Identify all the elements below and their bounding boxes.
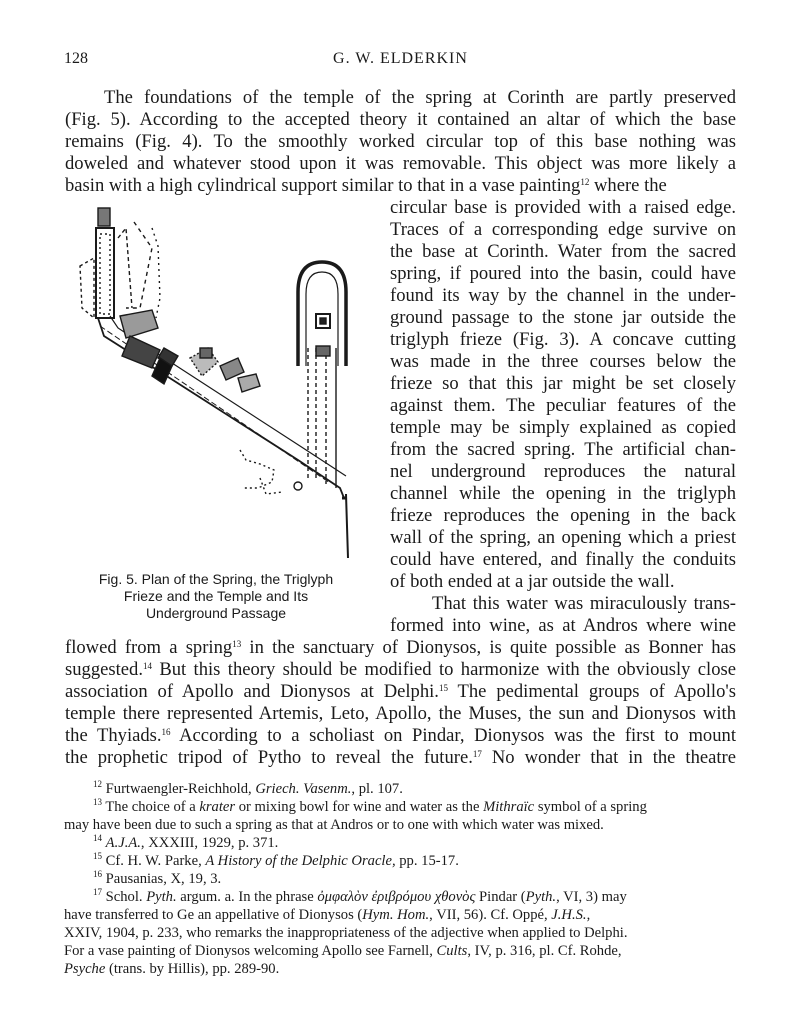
column-line: ground passage to the stone jar outside the (390, 307, 736, 328)
column-line: was made in the three courses below the (390, 351, 736, 372)
footnote-italic: Hym. Hom. (362, 907, 430, 923)
column-line: formed into wine, as at Andros where wine (390, 615, 736, 636)
footnote-text: , (586, 907, 591, 923)
column-line: circular base is provided with a raised edge. (390, 197, 736, 218)
column-line: triglyph frieze (Fig. 3). A concave cutting (390, 329, 736, 350)
footnote-15 (93, 852, 459, 870)
footnote-number: 17 (93, 887, 102, 897)
footnote-greek: ὀμφαλὸν ἐριβρόμου χθονὸς (317, 889, 476, 905)
footnote-italic: Pyth. (146, 889, 177, 905)
body-line (65, 747, 736, 769)
footnote-text: The choice of a (105, 799, 200, 815)
body-line (65, 681, 736, 703)
footnote-ref-13: 13 (232, 639, 242, 649)
footnote-text: (trans. by Hillis), pp. 289-90. (105, 961, 280, 977)
footnote-13-cont: may have been due to such a spring as that at Andros or to one with which water was mixed. (64, 817, 604, 833)
body-text: the Thyiads. (65, 725, 162, 746)
footnote-14 (93, 834, 278, 852)
footnote-italic: Pyth. (525, 889, 557, 905)
column-line: the base at Corinth. Water from the sacred (390, 241, 736, 262)
footnote-number: 16 (93, 869, 102, 879)
column-line: frieze so that this jar might be set closely (390, 373, 736, 394)
footnote-text: For a vase painting of Dionysos welcoming Apollo see Farnell, (64, 943, 437, 959)
footnote-13 (93, 798, 647, 816)
footnote-16 (93, 870, 221, 888)
footnote-italic: A.J.A. (105, 835, 141, 851)
footnote-text: , VI, 3) may (556, 889, 627, 905)
body-text: in the sanctuary of Dionysos, is quite possible as Bonner has (241, 637, 736, 658)
footnote-number: 12 (93, 779, 102, 789)
body-line (65, 659, 736, 681)
caption-line: Underground Passage (145, 605, 287, 621)
footnote-text: or mixing bowl for wine and water as the (235, 799, 484, 815)
footnote-text: Pausanias, X, 19, 3. (105, 871, 222, 887)
column-line: That this water was miraculously trans- (432, 593, 736, 614)
caption-line: Frieze and the Temple and Its (123, 588, 309, 604)
footnote-12 (93, 780, 403, 798)
column-line: channel while the opening in the triglyph (390, 483, 736, 504)
footnote-text: symbol of a spring (534, 799, 647, 815)
column-line: Traces of a corresponding edge survive on (390, 219, 736, 240)
column-line: frieze reproduces the opening in the back (390, 505, 736, 526)
column-line: found its way by the channel in the under- (390, 285, 736, 306)
body-text: association of Apollo and Dionysos at Delphi. (65, 681, 439, 702)
body-line (65, 175, 736, 197)
footnote-ref-15: 15 (438, 683, 448, 693)
footnote-italic: Cults (436, 943, 468, 959)
footnote-text: , VII, 56). Cf. Oppé, (429, 907, 552, 923)
body-text: According to a scholiast on Pindar, Dionysos was the first to mount (170, 725, 736, 746)
column-line: spring, if poured into the basin, could have (390, 263, 736, 284)
body-text: flowed from a spring (65, 637, 233, 658)
body-text: But this theory should be modified to harmonize with the obviously close (151, 659, 736, 680)
body-text: where the (589, 175, 667, 196)
plan-figure (60, 198, 360, 568)
footnote-number: 15 (93, 851, 102, 861)
footnote-italic: Griech. Vasenm. (255, 781, 352, 797)
footnote-text: , XXXIII, 1929, p. 371. (140, 835, 279, 851)
caption-line: Fig. 5. Plan of the Spring, the Triglyph (98, 571, 334, 587)
column-line: against them. The peculiar features of the (390, 395, 736, 416)
footnote-17-cont (64, 942, 622, 960)
body-line: remains (Fig. 4). To the smoothly worked circular top of this base nothing was (65, 131, 736, 152)
column-line: of both ended at a jar outside the wall. (390, 571, 675, 592)
column-line: from the sacred spring. The artificial chan- (390, 439, 736, 460)
footnote-text: argum. a. In the phrase (176, 889, 318, 905)
body-line: temple there represented Artemis, Leto, Apollo, the Muses, the sun and Dionysos with (65, 703, 736, 724)
footnote-text: have transferred to Ge an appellative of Dionysos ( (64, 907, 363, 923)
footnote-italic: J.H.S. (551, 907, 587, 923)
footnote-number: 14 (93, 833, 102, 843)
body-text: the prophetic tripod of Pytho to reveal the future. (65, 747, 473, 768)
body-line: The foundations of the temple of the spring at Corinth are partly preserved (104, 87, 736, 108)
footnote-text: Schol. (105, 889, 147, 905)
footnote-text: Cf. H. W. Parke, (105, 853, 206, 869)
footnote-italic: krater (199, 799, 236, 815)
column-line: could have entered, and finally the conduits (390, 549, 736, 570)
footnote-text: Pindar ( (475, 889, 526, 905)
footnote-italic: Mithraïc (483, 799, 535, 815)
footnote-ref-14: 14 (142, 661, 152, 671)
body-line (65, 637, 736, 659)
footnote-text: , IV, p. 316, pl. Cf. Rohde, (467, 943, 622, 959)
footnote-ref-16: 16 (161, 727, 171, 737)
footnote-17-cont: XXIV, 1904, p. 233, who remarks the inappropriateness of the adjective when applied to Delphi. (64, 925, 628, 941)
body-text: suggested. (65, 659, 143, 680)
footnote-ref-12: 12 (580, 177, 590, 187)
column-line: temple may be simply explained as copied (390, 417, 736, 438)
footnote-ref-17: 17 (472, 749, 482, 759)
footnote-17-cont (64, 906, 590, 924)
column-line: wall of the spring, an opening which a priest (390, 527, 736, 548)
column-line: nel underground reproduces the natural (390, 461, 736, 482)
footnote-italic: Psyche (64, 961, 106, 977)
body-line (65, 725, 736, 747)
footnote-number: 13 (93, 797, 102, 807)
body-text: No wonder that in the theatre (481, 747, 736, 768)
body-line: (Fig. 5). According to the accepted theory it contained an altar of which the base (65, 109, 736, 130)
footnote-italic: A History of the Delphic Oracle, (205, 853, 396, 869)
body-text: basin with a high cylindrical support similar to that in a vase painting (65, 175, 581, 196)
footnote-text: Furtwaengler-Reichhold, (105, 781, 256, 797)
footnote-17-cont (64, 960, 279, 978)
body-text: The pedimental groups of Apollo's (447, 681, 736, 702)
figure-caption (72, 571, 360, 622)
body-line: doweled and whatever stood upon it was removable. This object was more likely a (65, 153, 736, 174)
footnote-17 (93, 888, 627, 906)
running-title: G. W. ELDERKIN (333, 50, 468, 67)
footnote-text: pp. 15-17. (395, 853, 459, 869)
page-number: 128 (64, 50, 88, 67)
footnote-text: , pl. 107. (351, 781, 403, 797)
